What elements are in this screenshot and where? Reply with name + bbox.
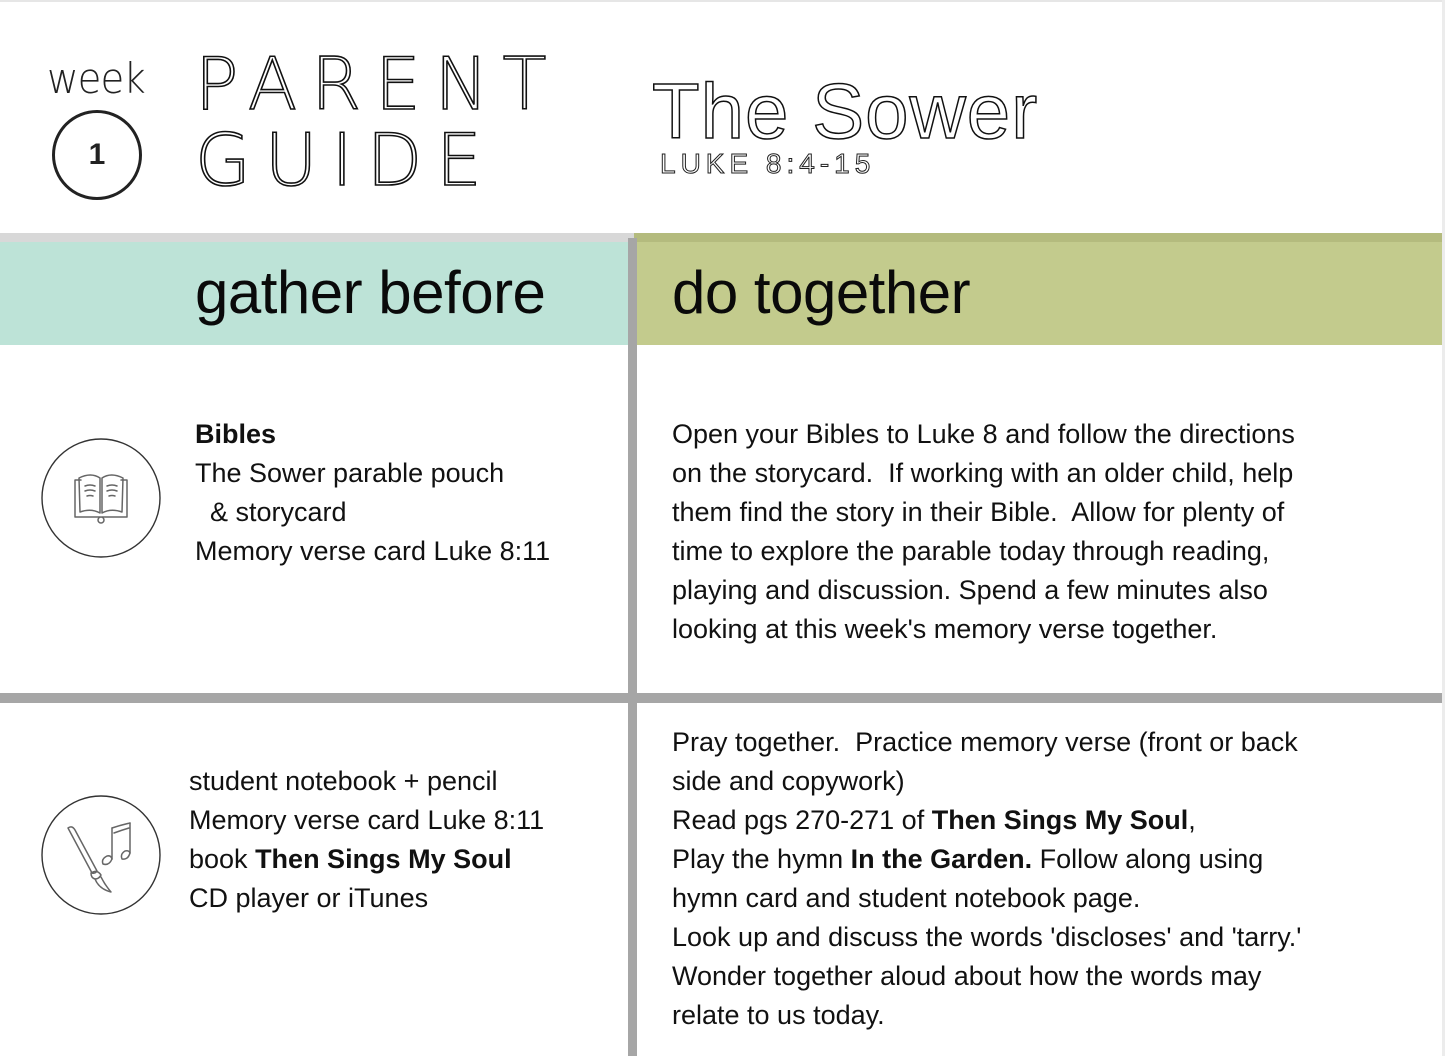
- open-book-icon: [41, 438, 161, 558]
- gather-item-prefix: book: [189, 844, 256, 874]
- page-top-border: [0, 0, 1445, 2]
- do-line: Wonder together aloud about how the words may: [672, 961, 1262, 991]
- do-line: on the storycard. If working with an older child, help: [672, 458, 1294, 488]
- do-line: hymn card and student notebook page.: [672, 883, 1141, 913]
- week-number-badge: [52, 110, 142, 200]
- row-divider: [0, 693, 1442, 703]
- week-number: 1: [88, 138, 106, 171]
- lesson-title-text: The Sower: [652, 67, 1039, 155]
- do-instructions-row1: [672, 415, 1432, 649]
- do-line: [672, 801, 1432, 840]
- gather-before-heading: gather before: [195, 259, 546, 326]
- gather-item: student notebook + pencil: [189, 766, 498, 796]
- do-line: Look up and discuss the words 'discloses' and 'tarry.': [672, 922, 1302, 952]
- paintbrush-music-icon: [41, 795, 161, 915]
- guide-title: [195, 42, 561, 202]
- do-line-suffix: Follow along using: [1032, 844, 1264, 874]
- gather-list-row2: [189, 762, 544, 918]
- do-together-heading: do together: [672, 259, 971, 326]
- column-divider: [628, 238, 637, 1056]
- do-line: playing and discussion. Spend a few minutes also: [672, 575, 1268, 605]
- lesson-title: [652, 66, 1038, 157]
- gather-item: & storycard: [195, 497, 347, 527]
- gather-item: CD player or iTunes: [189, 883, 429, 913]
- book-title: Then Sings My Soul: [255, 844, 512, 874]
- guide-title-line1: PARENT: [195, 42, 561, 126]
- do-line: [672, 840, 1432, 879]
- do-line: relate to us today.: [672, 1000, 885, 1030]
- hymn-title: In the Garden.: [850, 844, 1033, 874]
- section-bar-top-strip-left: [0, 233, 634, 242]
- gather-item: Memory verse card Luke 8:11: [189, 805, 545, 835]
- week-label: week: [47, 54, 145, 103]
- section-bar-top-strip-right: [634, 233, 1442, 242]
- do-line: Open your Bibles to Luke 8 and follow the directions: [672, 419, 1295, 449]
- gather-item: Bibles: [195, 419, 277, 449]
- guide-title-line2: GUIDE: [195, 118, 496, 202]
- do-line: Pray together. Practice memory verse (front or back: [672, 727, 1298, 757]
- do-line: side and copywork): [672, 766, 905, 796]
- gather-list-row1: [195, 415, 550, 571]
- do-line: them find the story in their Bible. Allow for plenty of: [672, 497, 1285, 527]
- gather-item: Memory verse card Luke 8:11: [195, 536, 551, 566]
- gather-item: [189, 840, 544, 879]
- do-line-prefix: Play the hymn: [672, 844, 851, 874]
- do-line-suffix: ,: [1188, 805, 1196, 835]
- lesson-reference: LUKE 8:4-15: [660, 148, 876, 179]
- gather-item: The Sower parable pouch: [195, 458, 505, 488]
- book-title: Then Sings My Soul: [931, 805, 1189, 835]
- do-instructions-row2: [672, 723, 1432, 1035]
- do-line: looking at this week's memory verse together.: [672, 614, 1218, 644]
- do-line: time to explore the parable today through reading,: [672, 536, 1270, 566]
- do-line-prefix: Read pgs 270-271 of: [672, 805, 932, 835]
